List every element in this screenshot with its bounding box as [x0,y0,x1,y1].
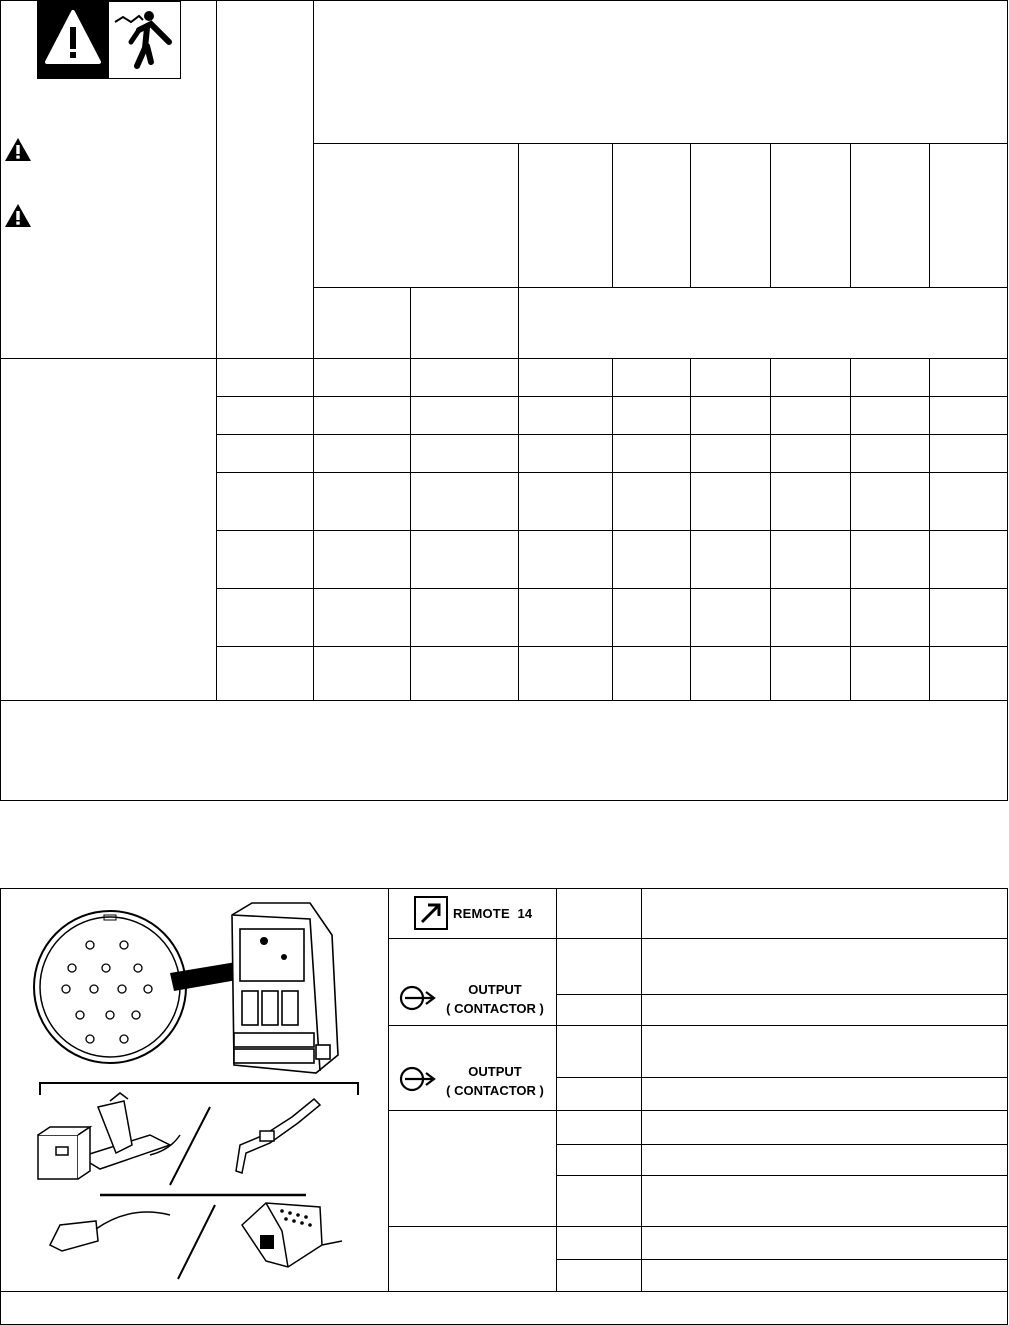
output-contactor-label-2 [444,1062,546,1100]
output-subtitle: ( CONTACTOR ) [446,1001,544,1016]
electric-shock-person-icon [109,2,181,78]
remote-arrow-icon [414,896,448,930]
output-contactor-icon [399,1066,439,1092]
warning-triangle-icon [4,203,32,229]
remote-number: 14 [517,906,533,921]
output-title: OUTPUT [468,982,522,997]
remote-label-text: REMOTE [453,906,510,921]
electric-shock-warning-logo [37,1,181,79]
output-title: OUTPUT [468,1064,522,1079]
remote-label [453,906,532,921]
output-contactor-icon [399,985,439,1011]
output-contactor-label-1 [444,980,546,1018]
warning-triangle-icon [38,2,109,78]
remote-receptacle-illustration [20,895,370,1285]
warning-triangle-icon [4,137,32,163]
output-subtitle: ( CONTACTOR ) [446,1083,544,1098]
